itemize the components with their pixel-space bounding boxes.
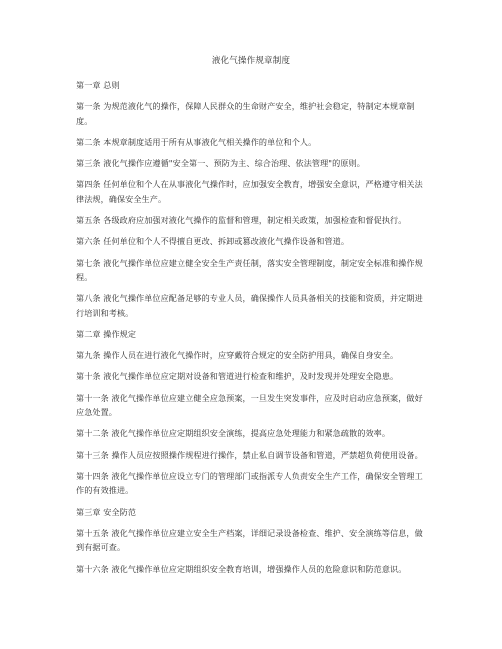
- chapter-heading: 第一章 总则: [76, 80, 120, 90]
- article-paragraph: 第七条 液化气操作单位应建立健全安全生产责任制，落实安全管理制度，制定安全标准和操作规程。: [76, 257, 423, 283]
- chapter-heading: 第二章 操作规定: [76, 329, 137, 340]
- article-paragraph: 第三条 液化气操作应遵循"安全第一、预防为主、综合治理、依法管理"的原则。: [76, 158, 365, 169]
- chapter-heading: 第三章 安全防范: [76, 506, 137, 517]
- article-paragraph: 第十二条 液化气操作单位应定期组织安全演练，提高应急处理能力和紧急疏散的效率。: [76, 428, 391, 439]
- article-paragraph: 第一条 为规范液化气的操作，保障人民群众的生命财产安全，维护社会稳定，特制定本规章制度。: [76, 101, 415, 126]
- article-paragraph: 第九条 操作人员在进行液化气操作时，应穿戴符合规定的安全防护用具，确保自身安全。: [76, 350, 399, 361]
- article-paragraph: 第十一条 液化气操作单位应建立健全应急预案，一旦发生突发事件，应及时启动应急预案，做好应急处置。: [76, 392, 423, 418]
- article-paragraph: 第四条 任何单位和个人在从事液化气操作时，应加强安全教育，增强安全意识，严格遵守相关法律法规，确保安全生产。: [76, 179, 423, 204]
- article-paragraph: 第五条 各级政府应加强对液化气操作的监督和管理，制定相关政策，加强检查和督促执行。: [76, 215, 407, 226]
- article-paragraph: 第八条 液化气操作单位应配备足够的专业人员，确保操作人员具备相关的技能和资质，并定期进行培训和考核。: [76, 293, 423, 318]
- article-paragraph: 第十六条 液化气操作单位应定期组织安全教育培训，增强操作人员的危险意识和防范意识。: [76, 563, 407, 574]
- article-paragraph: 第十五条 液化气操作单位应建立安全生产档案，详细记录设备检查、维护、安全演练等信息，做到有据可查。: [76, 527, 423, 553]
- document-body: [76, 78, 428, 583]
- document-title: 液化气操作规章制度: [211, 56, 291, 66]
- article-paragraph: 第十四条 液化气操作单位应设立专门的管理部门或指派专人负责安全生产工作，确保安全管理工作的有效推进。: [76, 470, 423, 496]
- article-paragraph: 第十三条 操作人员应按照操作规程进行操作，禁止私自调节设备和管道，严禁超负荷使用设备。: [76, 449, 423, 460]
- article-paragraph: 第二条 本规章制度适用于所有从事液化气相关操作的单位和个人。: [76, 136, 317, 147]
- article-paragraph: 第十条 液化气操作单位应定期对设备和管道进行检查和维护，及时发现并处理安全隐患。: [76, 371, 399, 382]
- article-paragraph: 第六条 任何单位和个人不得擅自更改、拆卸或篡改液化气操作设备和管道。: [76, 236, 350, 247]
